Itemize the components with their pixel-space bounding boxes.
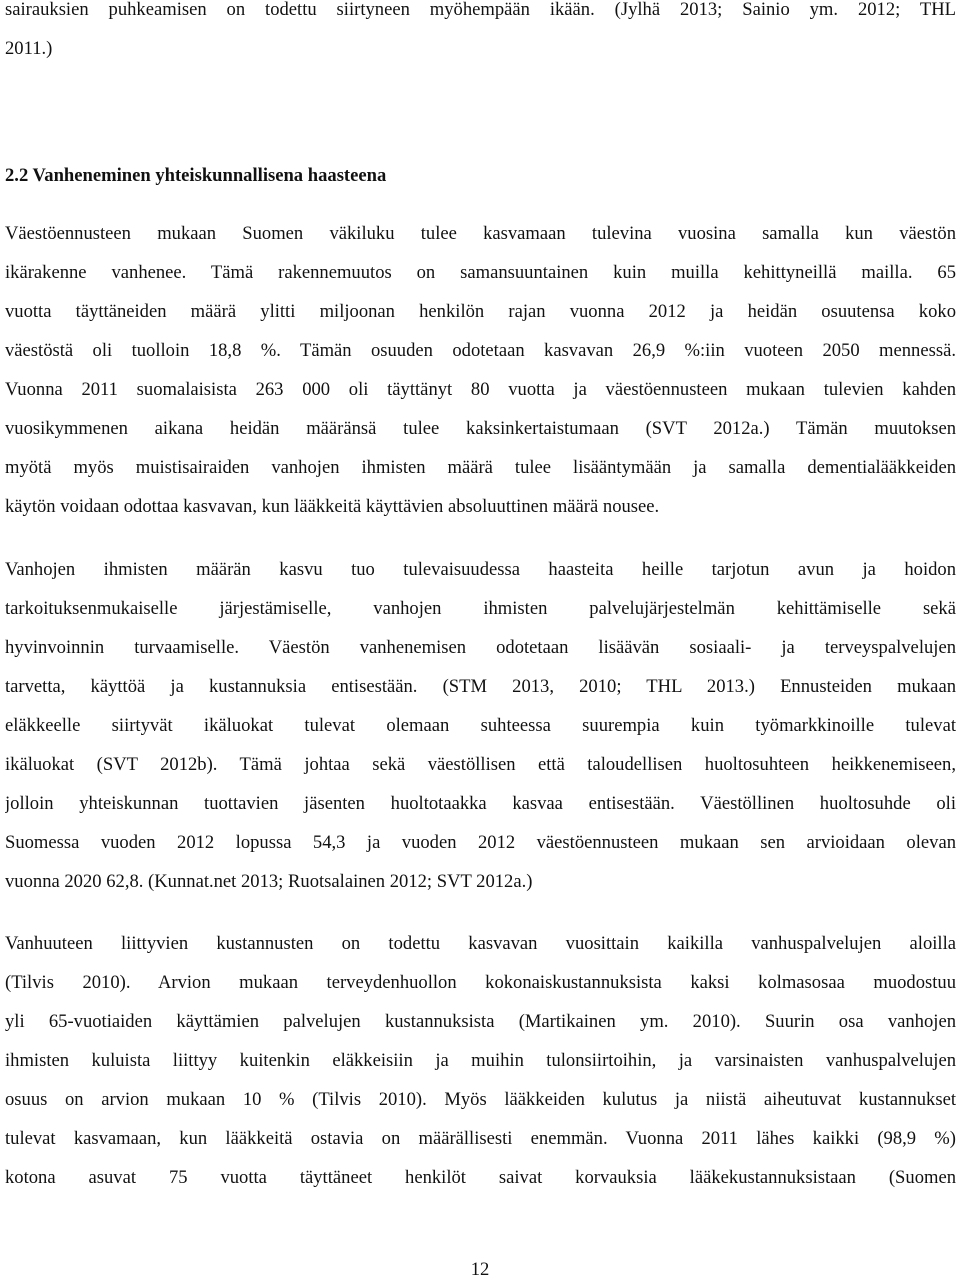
body-text-line: väestöstä oli tuolloin 18,8 %. Tämän osuuden odotetaan kasvavan 26,9 %:iin vuoteen 2050 mennessä.	[5, 340, 956, 361]
body-text-line: tulevat kasvamaan, kun lääkkeitä ostavia on määrällisesti enemmän. Vuonna 2011 lähes kaikki (98,9 %)	[5, 1128, 956, 1149]
body-text-line: Vuonna 2011 suomalaisista 263 000 oli täyttänyt 80 vuotta ja väestöennusteen mukaan tulevien kahden	[5, 379, 956, 400]
body-text-line: ikärakenne vanhenee. Tämä rakennemuutos on samansuuntainen kuin muilla kehittyneillä mailla. 65	[5, 262, 956, 283]
body-text-line: tarvetta, käyttöä ja kustannuksia entisestään. (STM 2013, 2010; THL 2013.) Ennusteiden mukaan	[5, 676, 956, 697]
page-number: 12	[470, 1259, 490, 1280]
body-text-line: yli 65-vuotiaiden käyttämien palvelujen kustannuksista (Martikainen ym. 2010). Suurin osa vanhojen	[5, 1011, 956, 1032]
body-text-line: Suomessa vuoden 2012 lopussa 54,3 ja vuoden 2012 väestöennusteen mukaan sen arvioidaan olevan	[5, 832, 956, 853]
body-text-line: ihmisten kuluista liittyy kuitenkin eläkkeisiin ja muihin tulonsiirtoihin, ja varsinaisten vanhuspalvelujen	[5, 1050, 956, 1071]
body-text-line: vuonna 2020 62,8. (Kunnat.net 2013; Ruotsalainen 2012; SVT 2012a.)	[5, 871, 533, 892]
body-text-line: kotona asuvat 75 vuotta täyttäneet henkilöt saivat korvauksia lääkekustannuksistaan (Suomen	[5, 1167, 956, 1188]
body-text-line: Väestöennusteen mukaan Suomen väkiluku tulee kasvamaan tulevina vuosina samalla kun väestön	[5, 223, 956, 244]
body-text-line: hyvinvoinnin turvaamiselle. Väestön vanhenemisen odotetaan lisäävän sosiaali- ja terveyspalvelujen	[5, 637, 956, 658]
body-text-line: myötä myös muistisairaiden vanhojen ihmisten määrä tulee lisääntymään ja samalla dementialääkkeiden	[5, 457, 956, 478]
body-text-line: ikäluokat (SVT 2012b). Tämä johtaa sekä väestöllisen että taloudellisen huoltosuhteen heikkenemiseen,	[5, 754, 956, 775]
body-text-line: Vanhojen ihmisten määrän kasvu tuo tulevaisuudessa haasteita heille tarjotun avun ja hoidon	[5, 559, 956, 580]
body-text-line: (Tilvis 2010). Arvion mukaan terveydenhuollon kokonaiskustannuksista kaksi kolmasosaa muodostuu	[5, 972, 956, 993]
section-heading: 2.2 Vanheneminen yhteiskunnallisena haasteena	[5, 165, 387, 186]
body-text-line: käytön voidaan odottaa kasvavan, kun lääkkeitä käyttävien absoluuttinen määrä nousee.	[5, 496, 660, 517]
body-text-line: 2011.)	[5, 38, 53, 59]
body-text-line: jolloin yhteiskunnan tuottavien jäsenten huoltotaakka kasvaa entisestään. Väestöllinen huoltosuhde oli	[5, 793, 956, 814]
body-text-line: tarkoituksenmukaiselle järjestämiselle, vanhojen ihmisten palvelujärjestelmän kehittämiselle sekä	[5, 598, 956, 619]
body-text-line: vuosikymmenen aikana heidän määränsä tulee kaksinkertaistumaan (SVT 2012a.) Tämän muutoksen	[5, 418, 956, 439]
body-text-line: vuotta täyttäneiden määrä ylitti miljoonan henkilön rajan vuonna 2012 ja heidän osuutensa koko	[5, 301, 956, 322]
body-text-line: sairauksien puhkeamisen on todettu siirtyneen myöhempään ikään. (Jylhä 2013; Sainio ym. 2012; THL	[5, 0, 956, 20]
body-text-line: eläkkeelle siirtyvät ikäluokat tulevat olemaan suhteessa suurempia kuin työmarkkinoille tulevat	[5, 715, 956, 736]
body-text-line: osuus on arvion mukaan 10 % (Tilvis 2010). Myös lääkkeiden kulutus ja niistä aiheutuvat kustannukset	[5, 1089, 956, 1110]
body-text-line: Vanhuuteen liittyvien kustannusten on todettu kasvavan vuosittain kaikilla vanhuspalvelujen aloilla	[5, 933, 956, 954]
